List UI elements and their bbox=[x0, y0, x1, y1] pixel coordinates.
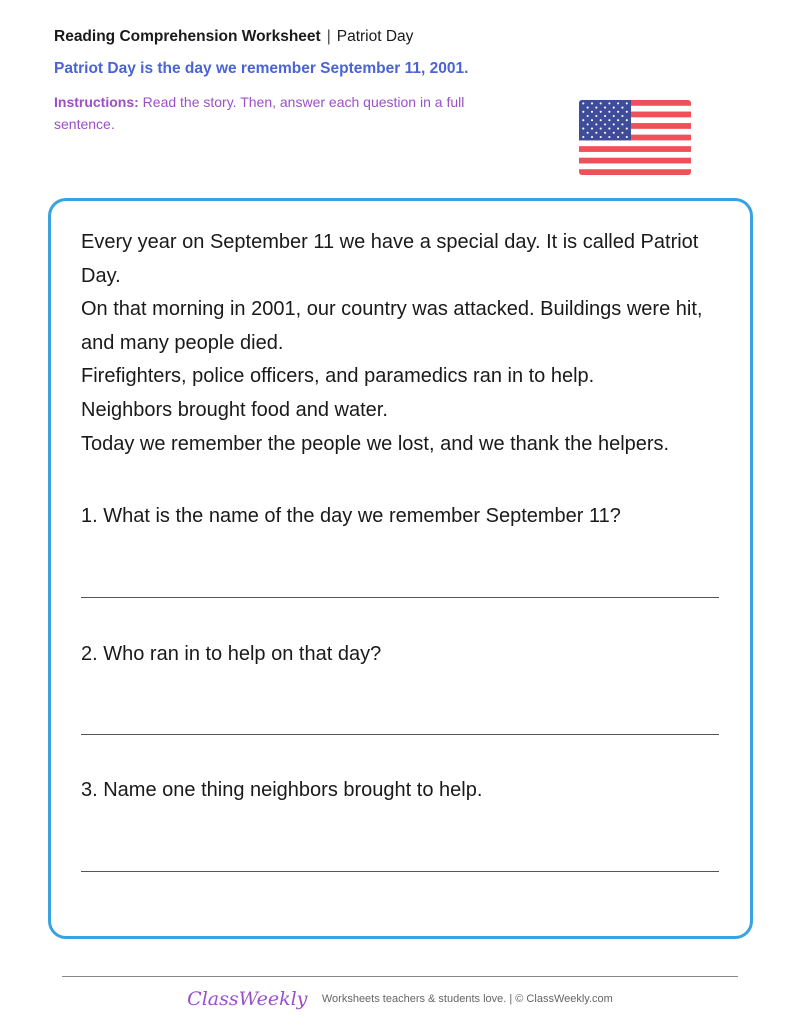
question-2: 2. Who ran in to help on that day? bbox=[81, 643, 382, 665]
answer-line-2[interactable] bbox=[81, 734, 719, 735]
story-paragraph: Firefighters, police officers, and paramedics ran in to help. bbox=[81, 365, 595, 388]
footer-divider bbox=[62, 976, 738, 977]
story-paragraph: Today we remember the people we lost, and we thank the helpers. bbox=[81, 432, 670, 455]
footer-tagline: Worksheets teachers & students love. | © ClassWeekly.com bbox=[321, 993, 613, 1005]
story-paragraph: Neighbors brought food and water. bbox=[81, 398, 388, 421]
worksheet-title: Reading Comprehension Worksheet bbox=[54, 28, 321, 45]
header-separator: | bbox=[326, 28, 331, 45]
instructions-label: Instructions: bbox=[54, 94, 139, 110]
question-3: 3. Name one thing neighbors brought to help. bbox=[81, 779, 483, 801]
worksheet-subtitle: Patriot Day is the day we remember September 11, 2001. bbox=[54, 60, 469, 77]
footer bbox=[0, 988, 800, 1010]
worksheet-header bbox=[54, 28, 413, 46]
story-text bbox=[81, 226, 731, 461]
answer-line-1[interactable] bbox=[81, 597, 719, 598]
instructions-text: Read the story. Then, answer each question in a full sentence. bbox=[54, 94, 465, 132]
story-paragraph: On that morning in 2001, our country was attacked. Buildings were hit, and many people died. bbox=[81, 298, 703, 354]
answer-line-3[interactable] bbox=[81, 871, 719, 872]
brand-logo: ClassWeekly bbox=[187, 988, 308, 1010]
question-1: 1. What is the name of the day we remember September 11? bbox=[81, 505, 621, 527]
instructions bbox=[54, 91, 494, 135]
us-flag-icon bbox=[579, 100, 691, 175]
worksheet-topic: Patriot Day bbox=[336, 28, 414, 45]
story-paragraph: Every year on September 11 we have a special day. It is called Patriot Day. bbox=[81, 231, 699, 287]
